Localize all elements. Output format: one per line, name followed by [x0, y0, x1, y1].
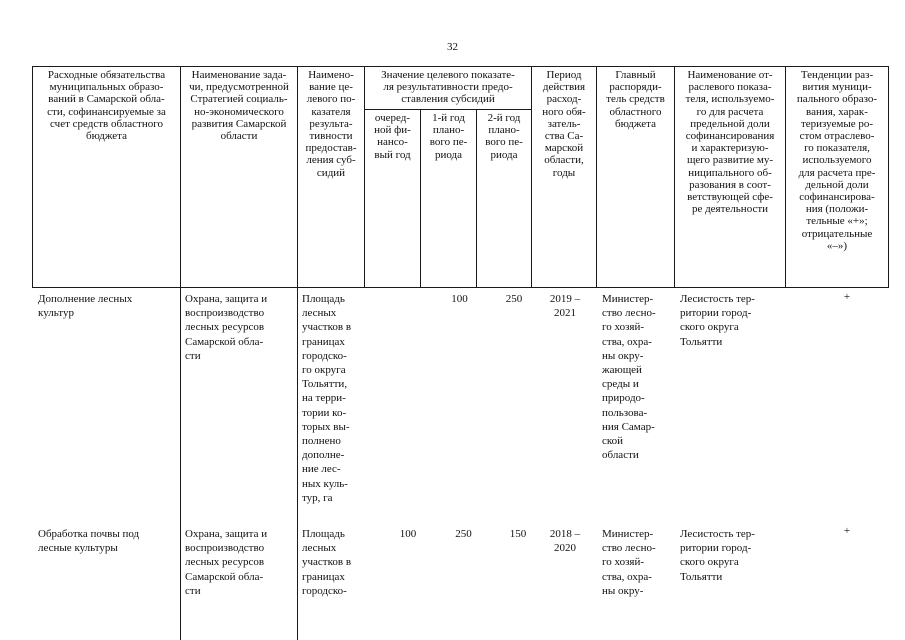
row2-indicator: Площадь лесных участков в границах городско- — [302, 528, 352, 597]
row2-manager: Министер- ство лесно- го хозяй- ства, охра- ны окру- — [602, 528, 656, 597]
row1-plan-year-2: 250 — [505, 293, 523, 305]
row1-indicator: Площадь лесных участков в границах городско- го округа Тольятти, на терри- тории ко- торых вы- полнено дополне- ние лес- ных куль- тур, га — [302, 293, 352, 504]
row1-plan-year-1: 100 — [451, 293, 468, 305]
row1-period: 2019 – 2021 — [549, 293, 581, 320]
row2-plan-year-2: 150 — [509, 528, 527, 540]
header-indicator: Наимено- вание це- левого по- казателя результа- тивности предостав- ления суб- сидий — [305, 69, 357, 179]
header-trend: Тенденции раз- вития муници- пального образо- вания, харак- теризуемые ро- стом отраслево- го показателя, используемого для расчета пре- дельной доли софинансирова- ния (положи- тельные «+»; отрицательные «–») — [796, 69, 878, 252]
row1-manager: Министер- ство лесно- го хозяй- ства, охра- ны окру- жающей среды и природо- пользова- ния Самар- ской области — [602, 293, 656, 462]
row2-trend: + — [843, 525, 851, 537]
row1-expenditure: Дополнение лесных культур — [38, 293, 133, 320]
row2-task: Охрана, защита и воспроизводство лесных ресурсов Самарской обла- сти — [185, 528, 268, 597]
row2-current-year: 100 — [399, 528, 417, 540]
header-target-value-group: Значение целевого показате- ля результативности предо- ставления субсидий — [381, 69, 515, 106]
row2-expenditure: Обработка почвы под лесные культуры — [38, 528, 140, 555]
row2-industry-indicator: Лесистость тер- ритории город- ского округа Тольятти — [680, 528, 755, 583]
header-manager: Главный распоряди- тель средств областного бюджета — [606, 69, 665, 130]
header-plan-year-2: 2-й год плано- вого пе- риода — [485, 112, 523, 161]
header-plan-year-1: 1-й год плано- вого пе- риода — [429, 112, 468, 161]
row1-task: Охрана, защита и воспроизводство лесных ресурсов Самарской обла- сти — [185, 293, 268, 362]
header-period: Период действия расход- ного обя- затель- ства Са- марской области, годы — [542, 69, 586, 179]
header-task: Наименование зада- чи, предусмотренной Стратегией социаль- но-экономического развития Самарской области — [189, 69, 289, 143]
header-expenditure: Расходные обязательства муниципальных образо- ваний в Самарской обла- сти, софинансируемые за счет средств областного бюджета — [47, 69, 166, 143]
row1-industry-indicator: Лесистость тер- ритории город- ского округа Тольятти — [680, 293, 755, 348]
row1-trend: + — [843, 291, 851, 303]
header-industry-indicator: Наименование от- раслевого показа- теля, используемо- го для расчета предельной доли софинансирования и характеризую- щего развитие му- ниципального об- разования в соот- ветствующей сфе- ре деятельности — [685, 69, 775, 216]
page-number: 32 — [447, 41, 458, 53]
row2-plan-year-1: 250 — [455, 528, 472, 540]
row2-period: 2018 – 2020 — [549, 528, 581, 555]
header-current-year: очеред- ной фи- нансо- вый год — [374, 112, 411, 161]
